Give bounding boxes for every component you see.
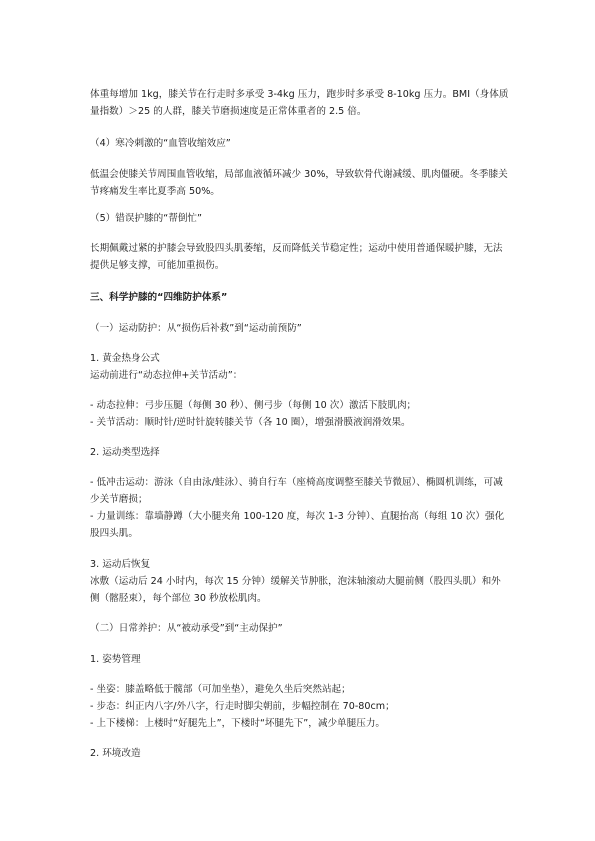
- paragraph-recovery: 冰敷（运动后 24 小时内，每次 15 分钟）缓解关节肿胀，泡沫轴滚动大腿前侧（股四头肌）和外侧（髂胫束），每个部位 30 秒放松肌肉。: [90, 576, 501, 604]
- paragraph-knee-pad: 长期佩戴过紧的护膝会导致股四头肌萎缩，反而降低关节稳定性；运动中使用普通保暖护膝，无法提供足够支撑，可能加重损伤。: [90, 243, 503, 271]
- heading-wrong-knee-pad: （5）错误护膝的“帮倒忙”: [90, 213, 202, 224]
- bullet-gait: - 步态：纠正内八字/外八字，行走时脚尖朝前，步幅控制在 70-80cm；: [90, 701, 395, 712]
- bullet-low-impact: - 低冲击运动：游泳（自由泳/蛙泳）、骑自行车（座椅高度调整至膝关节微屈）、椭圆机训练，可减少关节磨损；: [90, 477, 503, 505]
- bullet-sitting: - 坐姿：膝盖略低于髋部（可加坐垫），避免久坐后突然站起；: [90, 684, 351, 695]
- bullet-stairs: - 上下楼梯：上楼时“好腿先上”，下楼时“坏腿先下”，减少单腿压力。: [90, 718, 386, 729]
- numbered-heading-exercise-type: 2. 运动类型选择: [90, 447, 160, 458]
- numbered-heading-warmup: 1. 黄金热身公式: [90, 353, 160, 364]
- paragraph-warmup: 运动前进行“动态拉伸+关节活动”：: [90, 370, 243, 381]
- subsection-heading-daily-care: （二）日常养护：从“被动承受”到“主动保护”: [90, 623, 283, 634]
- section-heading-protection-system: 三、科学护膝的“四维防护体系”: [90, 292, 228, 303]
- numbered-heading-environment: 2. 环境改造: [90, 748, 141, 759]
- bullet-joint-activity: - 关节活动：顺时针/逆时针旋转膝关节（各 10 圈），增强滑膜液润滑效果。: [90, 417, 411, 428]
- bullet-dynamic-stretch: - 动态拉伸：弓步压腿（每侧 30 秒）、侧弓步（每侧 10 次）激活下肢肌肉；: [90, 400, 417, 411]
- numbered-heading-posture: 1. 姿势管理: [90, 654, 141, 665]
- numbered-heading-recovery: 3. 运动后恢复: [90, 559, 151, 570]
- paragraph-cold-effect: 低温会使膝关节周围血管收缩，局部血液循环减少 30%，导致软骨代谢减缓、肌肉僵硬。冬季膝关节疼痛发生率比夏季高 50%。: [90, 169, 508, 197]
- heading-cold-vasoconstriction: （4）寒冷刺激的“血管收缩效应”: [90, 138, 231, 149]
- bullet-strength-training: - 力量训练：靠墙静蹲（大小腿夹角 100-120 度，每次 1-3 分钟）、直腿抬高（每组 10 次）强化股四头肌。: [90, 511, 505, 539]
- paragraph-weight-pressure: 体重每增加 1kg，膝关节在行走时多承受 3-4kg 压力，跑步时多承受 8-10kg 压力。BMI（身体质量指数）＞25 的人群，膝关节磨损速度是正常体重者的 2.5 倍。: [90, 89, 509, 117]
- subsection-heading-exercise: （一）运动防护：从“损伤后补救”到“运动前预防”: [90, 323, 302, 334]
